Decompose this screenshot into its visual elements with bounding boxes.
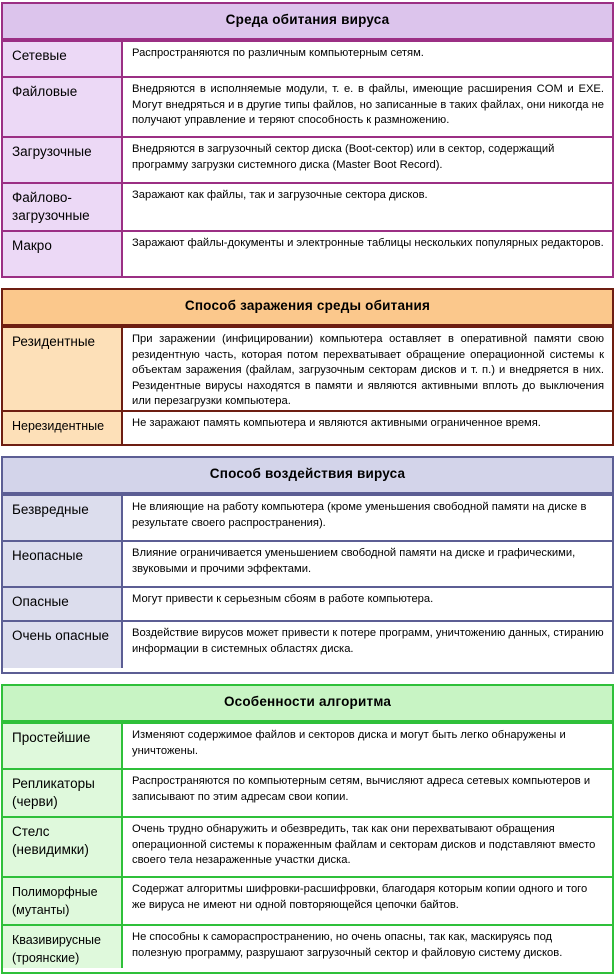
row-name: Нерезидентные	[3, 412, 123, 444]
row-name: Файлово-загрузочные	[3, 184, 123, 230]
row-description: Распространяются по различным компьютерным сетям.	[123, 42, 612, 76]
table-row	[3, 816, 612, 876]
row-name: Полиморфные (мутанты)	[3, 878, 123, 924]
table-row	[3, 768, 612, 816]
section-algorithm	[1, 684, 614, 974]
row-name: Квазивирусные (троянские)	[3, 926, 123, 968]
row-description: При заражении (инфицировании) компьютера оставляет в оперативной памяти свою резидентную часть, которая потом перехватывает обращение операционной системы к объектам заражения (файлам, загрузочным секторам дисков и т. п.) и внедряется в них. Резидентные вирусы находятся в памяти и являются активными вплоть до выключения или перезагрузки компьютера.	[132, 333, 604, 407]
row-name: Загрузочные	[3, 138, 123, 182]
row-name: Безвредные	[3, 496, 123, 540]
row-name: Опасные	[3, 588, 123, 620]
table-row	[3, 410, 612, 444]
row-name: Репликаторы (черви)	[3, 770, 123, 816]
table-row	[3, 40, 612, 76]
table-row	[3, 182, 612, 230]
table-row	[3, 586, 612, 620]
row-description: Влияние ограничивается уменьшением свободной памяти на диске и графическими, звуковыми и прочими эффектами.	[132, 547, 576, 575]
table-row	[3, 876, 612, 924]
row-description: Воздействие вирусов может привести к потере программ, уничтожению данных, стиранию информации в системных областях диска.	[132, 627, 604, 655]
row-description: Заражают файлы-документы и электронные таблицы нескольких популярных редакторов.	[123, 232, 612, 276]
table-row	[3, 722, 612, 768]
row-description: Заражают как файлы, так и загрузочные сектора дисков.	[123, 184, 612, 230]
row-description: Изменяют содержимое файлов и секторов диска и могут быть легко обнаружены и уничтожены.	[132, 729, 566, 757]
table-row	[3, 494, 612, 540]
row-name: Макро	[3, 232, 123, 276]
row-name: Файловые	[3, 78, 123, 136]
row-name: Очень опасные	[3, 622, 123, 668]
row-name: Сетевые	[3, 42, 123, 76]
row-description: Распространяются по компьютерным сетям, вычисляют адреса сетевых компьютеров и записывают по этим адресам свои копии.	[132, 775, 591, 803]
table-row	[3, 924, 612, 968]
row-description: Не заражают память компьютера и являются активными ограниченное время.	[132, 417, 541, 429]
table-row	[3, 136, 612, 182]
row-description: Могут привести к серьезным сбоям в работе компьютера.	[132, 593, 434, 605]
table-row	[3, 620, 612, 668]
row-description: Внедряются в исполняемые модули, т. е. в файлы, имеющие расширения COM и EXE. Могут внедряться и в другие типы файлов, но записанные в таких файлах, они никогда не получают управление и теряют способность к размножению.	[123, 78, 612, 136]
section-habitat	[1, 2, 614, 278]
section-infection-method	[1, 288, 614, 446]
section-title: Способ заражения среды обитания	[3, 290, 612, 326]
row-description: Содержат алгоритмы шифровки-расшифровки, благодаря которым копии одного и того же вируса не имеют ни одной повторяющейся цепочки байтов.	[132, 883, 588, 911]
table-row	[3, 230, 612, 276]
section-title: Среда обитания вируса	[3, 4, 612, 40]
row-description: Не способны к самораспространению, но очень опасны, так как, маскируясь под полезную программу, разрушают загрузочный сектор и файловую систему дисков.	[132, 931, 563, 959]
row-name: Резидентные	[3, 328, 123, 410]
table-row	[3, 76, 612, 136]
row-name: Стелс (невидимки)	[3, 818, 123, 876]
section-title: Способ воздействия вируса	[3, 458, 612, 494]
row-description: Внедряются в загрузочный сектор диска (Boot-сектор) или в сектор, содержащий программу загрузки системного диска (Master Boot Record).	[123, 138, 612, 182]
row-description: Очень трудно обнаружить и обезвредить, так как они перехватывают обращения операционной системы к пораженным файлам и секторам дисков и подставляют вместо своего тела незараженные участки диска.	[132, 823, 596, 866]
section-title: Особенности алгоритма	[3, 686, 612, 722]
table-row	[3, 326, 612, 410]
section-impact	[1, 456, 614, 674]
table-row	[3, 540, 612, 586]
row-name: Неопасные	[3, 542, 123, 586]
row-description: Не влияющие на работу компьютера (кроме уменьшения свободной памяти на диске в результате своего распространения).	[132, 501, 587, 529]
row-name: Простейшие	[3, 724, 123, 768]
